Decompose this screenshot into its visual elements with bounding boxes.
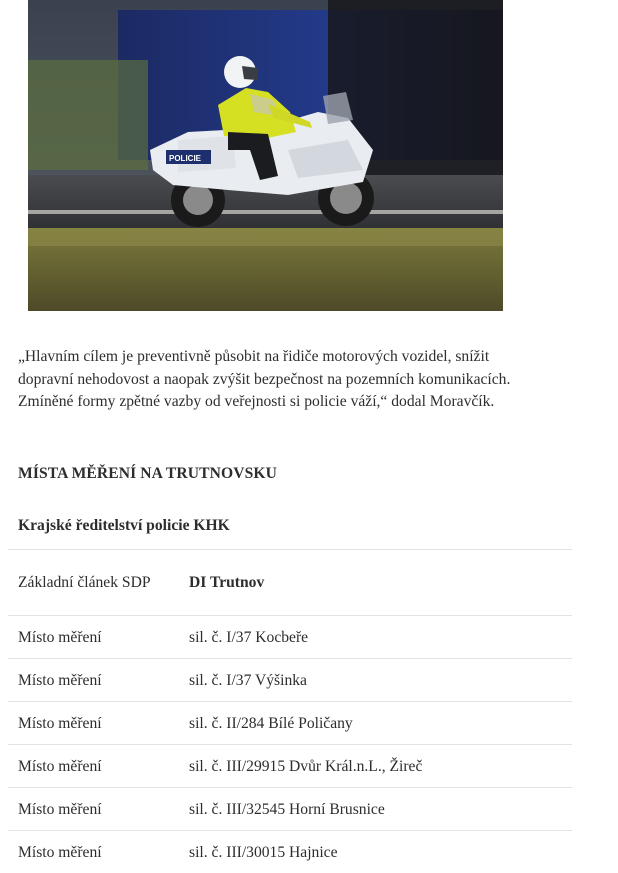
row-label-cell: Místo měření <box>8 788 179 831</box>
table-row <box>8 788 572 831</box>
row-value-cell: sil. č. I/37 Výšinka <box>179 659 572 702</box>
table-row <box>8 659 572 702</box>
bike-police-label: POLICIE <box>169 154 202 163</box>
row-value-cell: sil. č. II/284 Bílé Poličany <box>179 702 572 745</box>
row-value-cell: sil. č. III/32545 Horní Brusnice <box>179 788 572 831</box>
row-label-cell: Místo měření <box>8 831 179 873</box>
row-label-cell: Místo měření <box>8 745 179 788</box>
section-heading: MÍSTA MĚŘENÍ NA TRUTNOVSKU <box>18 465 277 483</box>
row-label-cell: Místo měření <box>8 616 179 659</box>
police-motorcycle-image <box>28 0 503 311</box>
row-label-cell: Místo měření <box>8 702 179 745</box>
table-row <box>8 616 572 659</box>
table-row <box>8 702 572 745</box>
row-value-cell: sil. č. III/29915 Dvůr Král.n.L., Žireč <box>179 745 572 788</box>
table-caption: Krajské ředitelství policie KHK <box>18 517 230 535</box>
measurement-table <box>8 549 572 873</box>
table-header-row <box>8 550 572 616</box>
header-label-cell: Základní článek SDP <box>8 550 179 616</box>
table-row <box>8 745 572 788</box>
row-label-cell: Místo měření <box>8 659 179 702</box>
row-value-cell: sil. č. III/30015 Hajnice <box>179 831 572 873</box>
row-value-cell: sil. č. I/37 Kocbeře <box>179 616 572 659</box>
article-quote: „Hlavním cílem je preventivně působit na řidiče motorových vozidel, snížit dopravní nehodovost a naopak zvýšit bezpečnost na pozemních komunikacích. Zmíněné formy zpětné vazby od veřejnosti si policie váží,“ dodal Moravčík. <box>18 346 518 414</box>
article-photo <box>28 0 503 311</box>
header-value-cell: DI Trutnov <box>179 550 572 616</box>
table-row <box>8 831 572 873</box>
